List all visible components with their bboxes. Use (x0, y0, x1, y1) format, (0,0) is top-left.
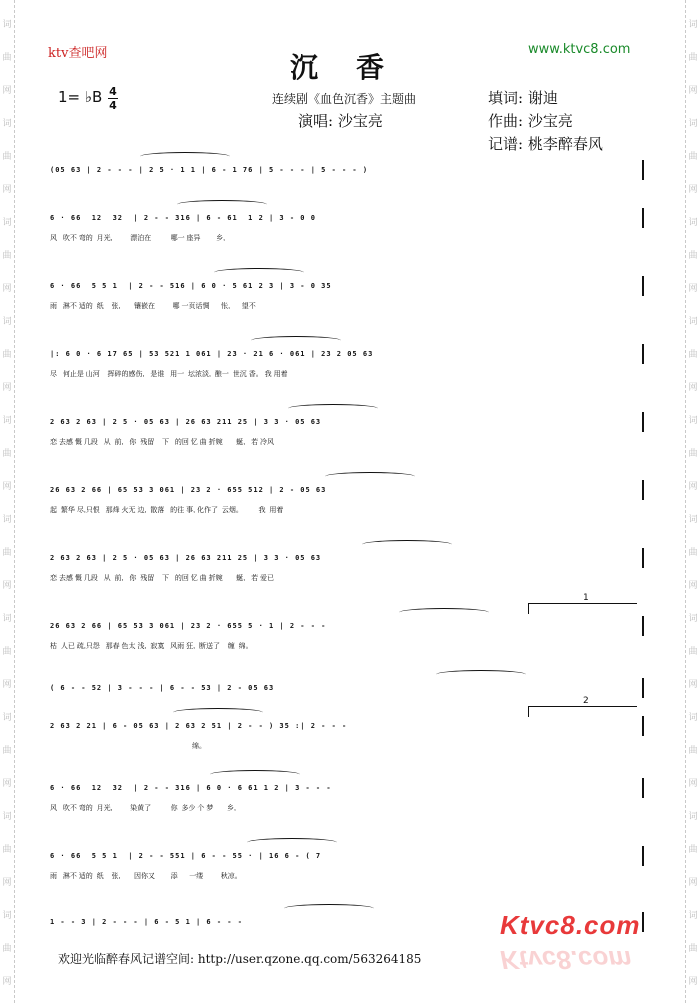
gutter-glyph: 曲 (688, 944, 698, 954)
tie-arc (284, 904, 374, 913)
bar-line (642, 480, 644, 500)
tie-arc (251, 336, 341, 345)
bar-line (642, 344, 644, 364)
bar-line (642, 412, 644, 432)
notes-text: ( 6 - - 52 | 3 - - - | 6 - - 53 | 2 - 05 63 (50, 684, 275, 692)
gutter-glyph: 词 (2, 119, 12, 129)
gutter-glyph: 词 (2, 416, 12, 426)
right-gutter (685, 0, 700, 1003)
gutter-glyph: 曲 (2, 746, 12, 756)
lyrics-text: 绵。 (50, 743, 206, 750)
notes-text: 2 63 2 21 | 6 - 05 63 | 2 63 2 51 | 2 - - ) 35 :| 2 - - - (50, 722, 348, 730)
gutter-glyph: 曲 (688, 449, 698, 459)
singer-credit: 演唱: 沙宝亮 (298, 112, 383, 130)
tie-arc (436, 670, 526, 679)
tie-arc (173, 708, 263, 717)
lyrics-text: 恋 去感 慨 几段 从 前, 你 残留 下 的回 忆 曲 折婉 蜒, 若 冷风 (50, 439, 275, 446)
tie-arc (247, 838, 337, 847)
notes-text: 6 · 66 5 5 1 | 2 - - 516 | 6 0 · 5 61 2 3 | 3 - 0 35 (50, 282, 332, 290)
tie-arc (399, 608, 489, 617)
notes-text: 6 · 66 12 32 | 2 - - 316 | 6 - 61 1 2 | 3 - 0 0 (50, 214, 316, 222)
time-signature (108, 86, 118, 111)
footer-note: 欢迎光临醉春风记谱空间: http://user.qzone.qq.com/563264185 (58, 952, 422, 966)
lyrics-text: 尽 何止是 山河 挥碎的感伤, 是谁 用一 坛浓淡, 酿一 世沉 香。 我 用着 (50, 371, 288, 378)
gutter-glyph: 曲 (688, 647, 698, 657)
gutter-glyph: 网 (688, 680, 698, 690)
gutter-glyph: 词 (688, 20, 698, 30)
gutter-glyph: 网 (688, 284, 698, 294)
bar-line (642, 208, 644, 228)
gutter-glyph: 曲 (688, 251, 698, 261)
gutter-glyph: 词 (688, 713, 698, 723)
bar-line (642, 276, 644, 296)
notes-text: |: 6 0 · 6 17 65 | 53 521 1 061 | 23 · 21 6 · 061 | 23 2 05 63 (50, 350, 374, 358)
gutter-glyph: 曲 (2, 350, 12, 360)
key-signature: 1= ♭B (58, 88, 103, 106)
gutter-glyph: 网 (2, 680, 12, 690)
notes-text: 2 63 2 63 | 2 5 · 05 63 | 26 63 211 25 | 3 3 · 05 63 (50, 554, 322, 562)
bar-line (642, 912, 644, 932)
notes-text: 1 - - 3 | 2 - - - | 6 - 5 1 | 6 - - - (50, 918, 243, 926)
tie-arc (288, 404, 378, 413)
gutter-glyph: 曲 (2, 152, 12, 162)
gutter-glyph: 词 (688, 614, 698, 624)
gutter-glyph: 词 (688, 416, 698, 426)
bar-line (642, 716, 644, 736)
bar-line (642, 160, 644, 180)
volta-first (528, 593, 637, 614)
gutter-glyph: 词 (688, 119, 698, 129)
gutter-glyph: 曲 (688, 548, 698, 558)
lyrics-text: 风 吹不 弯的 月光, 漂泊在 哪一 座异 乡, (50, 235, 226, 242)
gutter-glyph: 词 (2, 713, 12, 723)
volta-first-label: 1 (583, 593, 589, 603)
gutter-glyph: 曲 (688, 350, 698, 360)
site-url[interactable]: www.ktvc8.com (528, 42, 631, 57)
gutter-glyph: 词 (2, 911, 12, 921)
gutter-glyph: 曲 (2, 548, 12, 558)
gutter-glyph: 词 (2, 218, 12, 228)
gutter-glyph: 词 (2, 515, 12, 525)
gutter-glyph: 曲 (688, 53, 698, 63)
notes-text: (05 63 | 2 - - - | 2 5 · 1 1 | 6 - 1 76 | 5 - - - | 5 - - - ) (50, 166, 369, 174)
tie-arc (140, 152, 230, 161)
gutter-glyph: 网 (2, 383, 12, 393)
lyrics-text: 风 吹不 弯的 月光, 染黄了 你 多少 个 梦 乡, (50, 805, 236, 812)
time-sig-bottom: 4 (109, 99, 117, 112)
gutter-glyph: 网 (2, 977, 12, 987)
gutter-glyph: 曲 (688, 845, 698, 855)
gutter-glyph: 网 (688, 482, 698, 492)
bar-line (642, 778, 644, 798)
gutter-glyph: 词 (688, 515, 698, 525)
gutter-glyph: 曲 (2, 845, 12, 855)
time-sig-top: 4 (109, 85, 117, 98)
gutter-glyph: 网 (688, 581, 698, 591)
gutter-glyph: 曲 (2, 449, 12, 459)
notes-text: 6 · 66 12 32 | 2 - - 316 | 6 0 · 6 61 1 2 | 3 - - - (50, 784, 332, 792)
gutter-glyph: 网 (688, 86, 698, 96)
gutter-glyph: 网 (2, 284, 12, 294)
notes-text: 2 63 2 63 | 2 5 · 05 63 | 26 63 211 25 | 3 3 · 05 63 (50, 418, 322, 426)
gutter-glyph: 网 (688, 185, 698, 195)
transcriber-credit: 记谱: 桃李醉春风 (488, 135, 603, 153)
gutter-glyph: 网 (2, 482, 12, 492)
tie-arc (362, 540, 452, 549)
gutter-glyph: 词 (688, 317, 698, 327)
gutter-glyph: 词 (2, 20, 12, 30)
gutter-glyph: 词 (688, 218, 698, 228)
gutter-glyph: 网 (2, 779, 12, 789)
site-brand[interactable]: ktv查吧网 (48, 46, 108, 61)
watermark-reflection: Ktvc8.com (500, 945, 632, 975)
gutter-glyph: 曲 (688, 152, 698, 162)
gutter-glyph: 词 (688, 911, 698, 921)
lyrics-text: 雨 淋不 适的 纸 张, 因你又 添 一缕 秋凉。 (50, 873, 242, 880)
tie-arc (210, 770, 300, 779)
lyrics-text: 起 繁华 尽,只恨 那烽 火无 边, 散落 的往 事, 化作了 云烟。 我 用着 (50, 507, 284, 514)
volta-second (528, 696, 637, 717)
bar-line (642, 616, 644, 636)
lyrics-text: 枯 人已 疏,只怨 那春 色太 浅, 寂寞 风雨 狂, 断送了 缠 绵。 (50, 643, 253, 650)
gutter-glyph: 网 (688, 977, 698, 987)
gutter-glyph: 曲 (688, 746, 698, 756)
lyricist-credit: 填词: 谢迪 (488, 89, 558, 107)
gutter-glyph: 曲 (2, 944, 12, 954)
song-subtitle: 连续剧《血色沉香》主题曲 (272, 92, 417, 106)
notes-text: 6 · 66 5 5 1 | 2 - - 551 | 6 - - 55 · | 16 6 - ( 7 (50, 852, 322, 860)
gutter-glyph: 网 (688, 779, 698, 789)
composer-credit: 作曲: 沙宝亮 (488, 112, 573, 130)
bar-line (642, 846, 644, 866)
volta-second-label: 2 (583, 696, 589, 706)
gutter-glyph: 网 (2, 185, 12, 195)
gutter-glyph: 词 (688, 812, 698, 822)
watermark-logo: Ktvc8.com (500, 910, 641, 940)
gutter-glyph: 网 (2, 581, 12, 591)
gutter-glyph: 词 (2, 317, 12, 327)
gutter-glyph: 网 (2, 878, 12, 888)
tie-arc (214, 268, 304, 277)
lyrics-text: 恋 去感 慨 几段 从 前, 你 残留 下 的回 忆 曲 折婉 蜒, 若 爱已 (50, 575, 275, 582)
gutter-glyph: 词 (2, 614, 12, 624)
tie-arc (325, 472, 415, 481)
bar-line (642, 548, 644, 568)
gutter-glyph: 网 (688, 383, 698, 393)
bar-line (642, 678, 644, 698)
gutter-glyph: 曲 (2, 251, 12, 261)
left-gutter (0, 0, 15, 1003)
tie-arc (177, 200, 267, 209)
lyrics-text: 雨 淋不 适的 纸 张, 镶嵌在 哪 一页话惆 怅, 望不 (50, 303, 256, 310)
notes-text: 26 63 2 66 | 65 53 3 061 | 23 2 · 655 5 · 1 | 2 - - - (50, 622, 327, 630)
gutter-glyph: 曲 (2, 647, 12, 657)
gutter-glyph: 网 (688, 878, 698, 888)
notes-text: 26 63 2 66 | 65 53 3 061 | 23 2 · 655 512 | 2 - 05 63 (50, 486, 327, 494)
gutter-glyph: 曲 (2, 53, 12, 63)
song-title: 沉香 (290, 51, 423, 84)
gutter-glyph: 网 (2, 86, 12, 96)
gutter-glyph: 词 (2, 812, 12, 822)
